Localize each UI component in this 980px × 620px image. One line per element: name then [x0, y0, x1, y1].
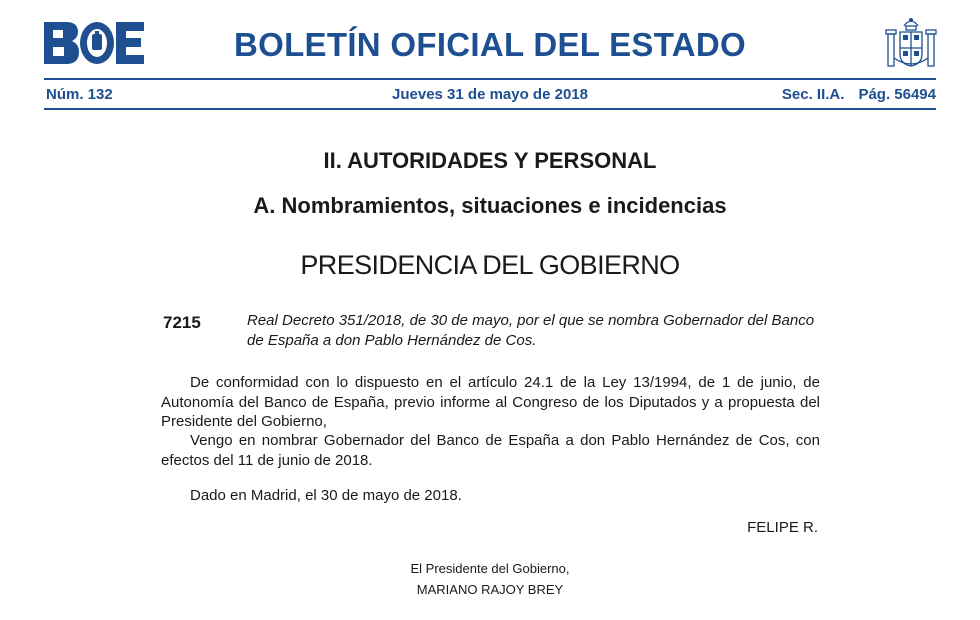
body-paragraph-3: Dado en Madrid, el 30 de mayo de 2018. [190, 487, 462, 504]
section-title: II. AUTORIDADES Y PERSONAL [323, 148, 657, 173]
header-bottom-rule [44, 108, 936, 110]
masthead-title: BOLETÍN OFICIAL DEL ESTADO [234, 26, 746, 63]
royal-signature: FELIPE R. [747, 519, 818, 536]
entry-number: 7215 [163, 313, 201, 332]
section-page [782, 86, 936, 103]
coat-of-arms-icon [884, 14, 938, 72]
countersign-role: El Presidente del Gobierno, [410, 561, 570, 576]
section-label: Sec. II.A. [781, 86, 845, 103]
issue-date: Jueves 31 de mayo de 2018 [392, 86, 588, 103]
entry-summary: Real Decreto 351/2018, de 30 de mayo, por el que se nombra Gobernador del Banco de España a don Pablo Hernández de Cos. [247, 312, 815, 349]
page-label: Pág. 56494 [858, 86, 936, 103]
issue-number: Núm. 132 [46, 86, 113, 103]
header-top-rule [44, 78, 936, 80]
body-paragraph-1: De conformidad con lo dispuesto en el artículo 24.1 de la Ley 13/1994, de 1 de junio, de Autonomía del Banco de España, previo informe al Congreso de los Diputados y a propuesta del Presidente del Gobierno, [161, 374, 820, 430]
subsection-title: A. Nombramientos, situaciones e incidencias [253, 193, 727, 218]
organization-title: PRESIDENCIA DEL GOBIERNO [300, 250, 680, 280]
body-paragraph-2: Vengo en nombrar Gobernador del Banco de España a don Pablo Hernández de Cos, con efectos del 11 de junio de 2018. [161, 432, 820, 469]
countersign-name: MARIANO RAJOY BREY [416, 582, 564, 597]
